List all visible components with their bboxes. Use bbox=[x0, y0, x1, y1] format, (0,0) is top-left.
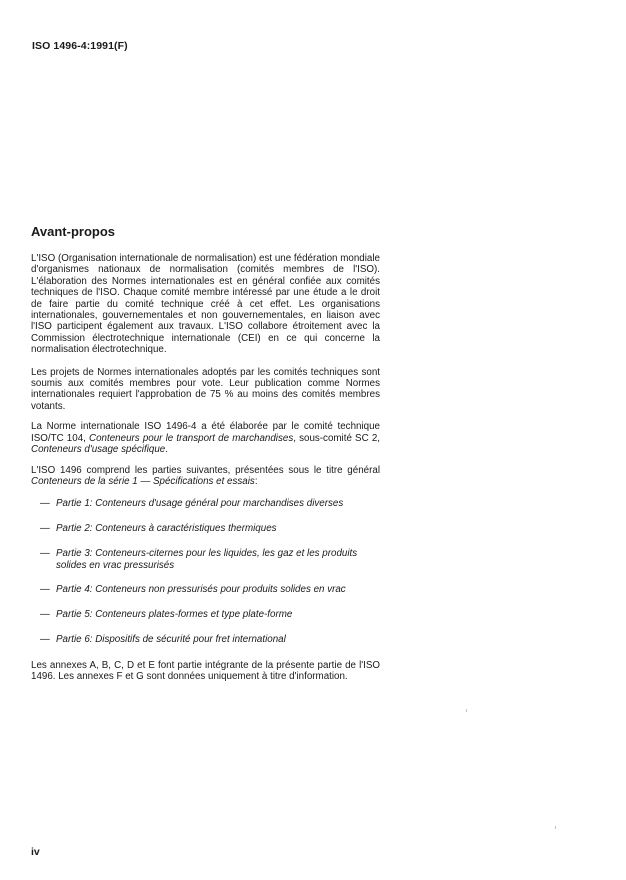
parts-list bbox=[31, 498, 380, 645]
page-header-standard-ref: ISO 1496-4:1991(F) bbox=[32, 40, 128, 52]
part-label: Partie 3: Conteneurs-citernes pour les liquides, les gaz et les produits solides en vrac pressurisés bbox=[56, 548, 358, 571]
part-label: Partie 5: Conteneurs plates-formes et type plate-forme bbox=[56, 609, 293, 621]
committee-name: Conteneurs pour le transport de marchandises bbox=[89, 432, 294, 444]
dash-bullet: — bbox=[40, 523, 50, 535]
series-intro-after: : bbox=[254, 475, 258, 487]
dash-bullet: — bbox=[40, 609, 50, 621]
paragraph-committee bbox=[31, 421, 380, 455]
list-item-part-6 bbox=[31, 634, 380, 645]
dash-bullet: — bbox=[40, 634, 50, 646]
part-label: Partie 1: Conteneurs d'usage général pour marchandises diverses bbox=[56, 498, 344, 510]
part-label: Partie 2: Conteneurs à caractéristiques thermiques bbox=[56, 523, 277, 535]
committee-text-before: La Norme internationale ISO 1496-4 a été élaborée par le comité technique ISO/TC 104, bbox=[31, 421, 380, 444]
part-label: Partie 4: Conteneurs non pressurisés pour produits solides en vrac bbox=[56, 584, 346, 596]
dash-bullet: — bbox=[40, 584, 50, 596]
part-label: Partie 6: Dispositifs de sécurité pour fret international bbox=[56, 634, 286, 646]
dash-bullet: — bbox=[40, 498, 50, 510]
list-item-part-5 bbox=[31, 609, 380, 620]
scan-speck bbox=[555, 826, 556, 829]
committee-text-after: . bbox=[165, 444, 168, 456]
list-item-part-1 bbox=[31, 498, 380, 509]
paragraph-series-intro bbox=[31, 465, 380, 488]
list-item-part-2 bbox=[31, 523, 380, 534]
foreword-body bbox=[31, 253, 380, 691]
dash-bullet: — bbox=[40, 548, 50, 560]
series-title: Conteneurs de la série 1 — Spécifications et essais bbox=[31, 475, 255, 487]
paragraph-voting: Les projets de Normes internationales adoptés par les comités techniques sont soumis aux comités membres pour vote. Leur publication comme Normes internationales requiert l'approbation de 75 % au moins des comités membres votants. bbox=[31, 366, 380, 412]
paragraph-annexes: Les annexes A, B, C, D et E font partie intégrante de la présente partie de l'ISO 1496. Les annexes F et G sont données uniquement à titre d'information. bbox=[31, 659, 380, 683]
list-item-part-3 bbox=[31, 548, 380, 571]
section-title: Avant-propos bbox=[31, 224, 116, 239]
paragraph-iso-organisation: L'ISO (Organisation internationale de normalisation) est une fédération mondiale d'organismes nationaux de normalisation (comités membres de l'ISO). L'élaboration des Normes internationales est en général confiée aux comités techniques de l'ISO. Chaque comité membre intéressé par une étude a le droit de faire partie du comité technique créé à cet effet. Les organisations internationales, gouvernementales et non gouvernementales, en liaison avec l'ISO participent également aux travaux. L'ISO collabore étroitement avec la Commission électrotechnique internationale (CEI) en ce qui concerne la normalisation électrotechnique. bbox=[31, 253, 380, 356]
list-item-part-4 bbox=[31, 584, 380, 595]
subcommittee-name: Conteneurs d'usage spécifique bbox=[31, 444, 166, 456]
page-number: iv bbox=[31, 846, 40, 858]
committee-text-middle: , sous-comité SC 2, bbox=[293, 432, 380, 444]
scan-speck bbox=[466, 709, 467, 712]
series-intro-before: L'ISO 1496 comprend les parties suivantes, présentées sous le titre général bbox=[31, 464, 380, 476]
